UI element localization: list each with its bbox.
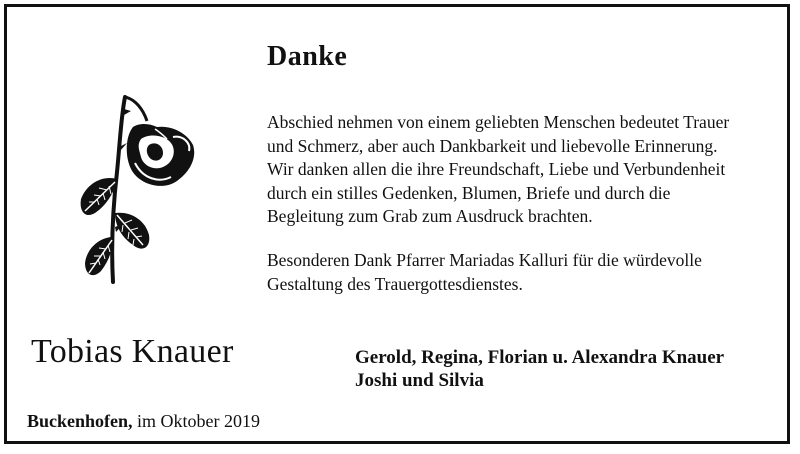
deceased-name: Tobias Knauer (31, 333, 234, 370)
family-line: Gerold, Regina, Florian u. Alexandra Knauer (355, 347, 725, 368)
family-line: Joshi und Silvia (355, 370, 484, 391)
date: im Oktober 2019 (132, 411, 261, 431)
rose-icon (73, 87, 213, 297)
paragraph-line: Begleitung zum Grab zum Ausdruck brachten. (267, 206, 593, 226)
special-thanks-paragraph (267, 249, 787, 296)
paragraph-line: Wir danken allen die ihre Freundschaft, Liebe und Verbundenheit (267, 159, 726, 179)
family-names (355, 346, 724, 392)
paragraph-line: durch ein stilles Gedenken, Blumen, Briefe und durch die (267, 182, 671, 203)
place: Buckenhofen, (27, 411, 133, 431)
heading: Danke (267, 41, 348, 72)
notice-card (4, 4, 790, 444)
paragraph-line: Gestaltung des Trauergottesdienstes. (267, 273, 523, 294)
paragraph-line: Besonderen Dank Pfarrer Mariadas Kalluri für die würdevolle (267, 250, 702, 270)
gratitude-paragraph (267, 111, 787, 229)
paragraph-line: Abschied nehmen von einem geliebten Menschen bedeutet Trauer (267, 112, 730, 132)
place-date (27, 411, 260, 432)
paragraph-line: und Schmerz, aber auch Dankbarkeit und liebevolle Erinnerung. (267, 135, 718, 156)
